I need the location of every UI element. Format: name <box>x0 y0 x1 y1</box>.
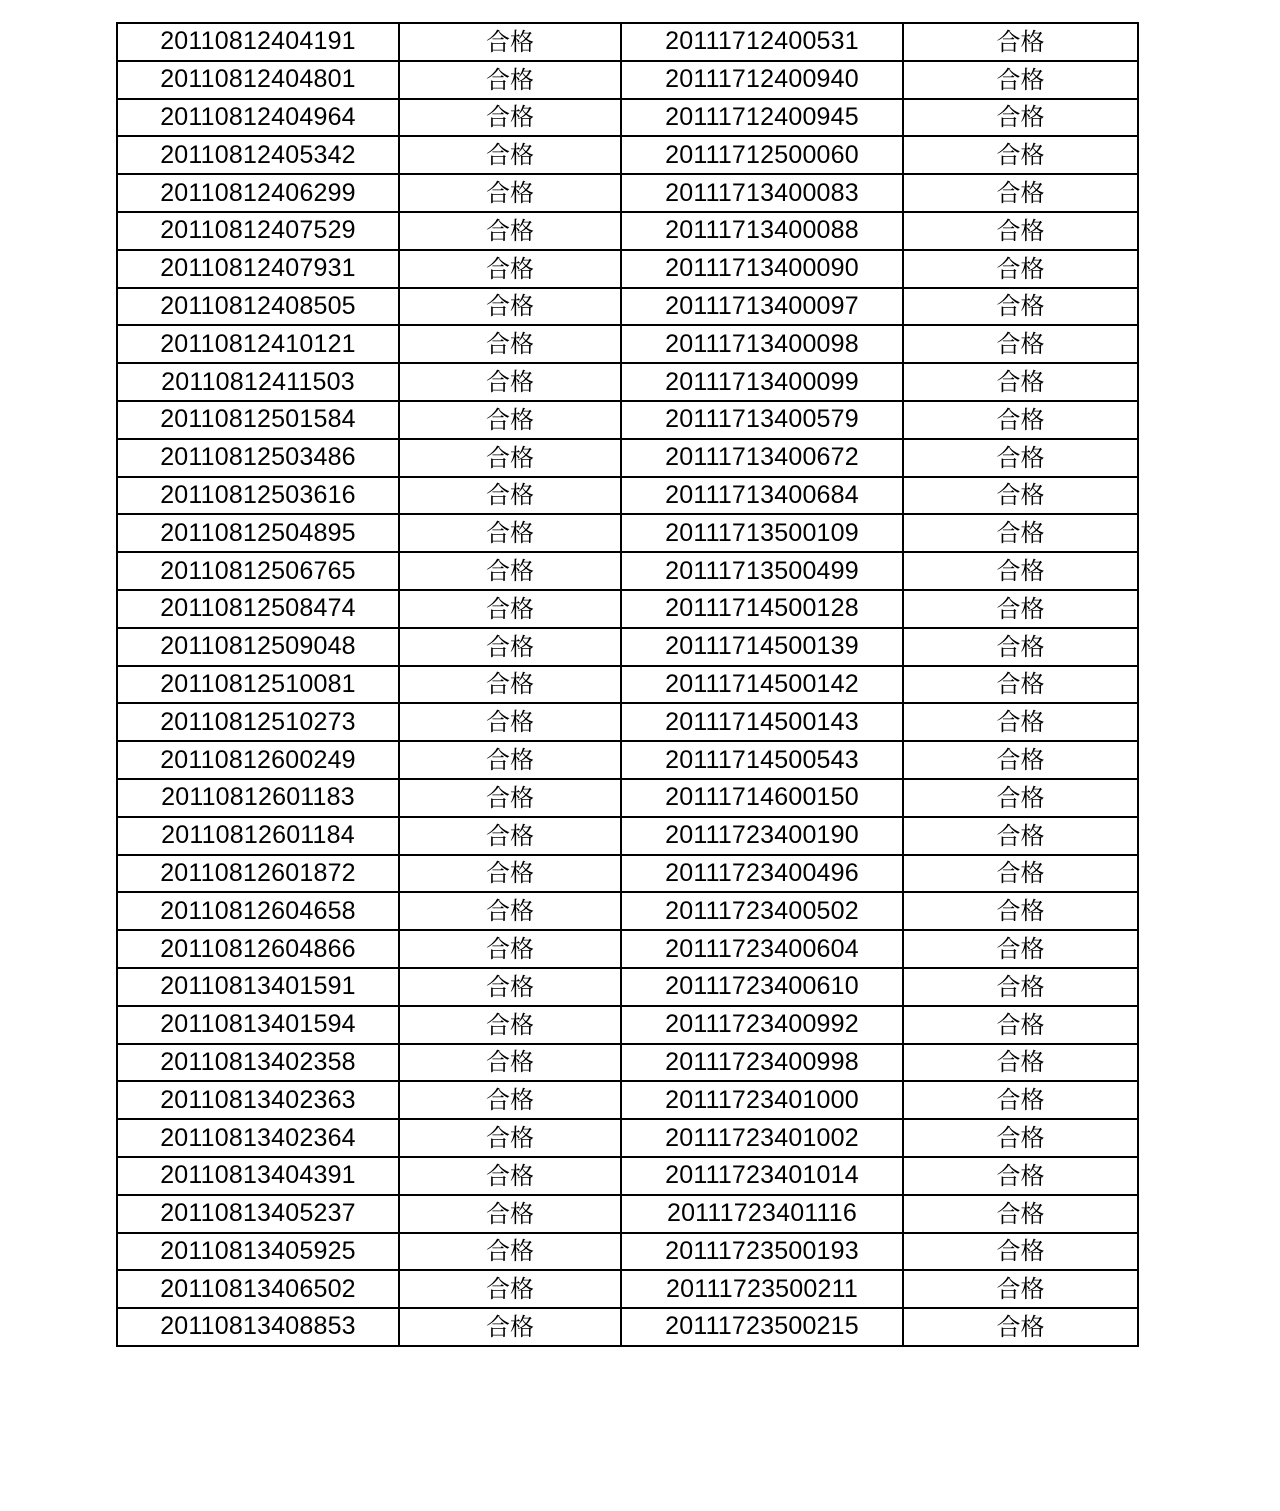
table-row <box>117 855 1138 893</box>
left-status-cell: 合格 <box>399 1233 621 1271</box>
right-status-cell: 合格 <box>903 174 1138 212</box>
table-row <box>117 666 1138 704</box>
table-row <box>117 477 1138 515</box>
table-row <box>117 892 1138 930</box>
table-row <box>117 250 1138 288</box>
left-status-cell: 合格 <box>399 514 621 552</box>
right-id-cell: 20111713400097 <box>621 288 903 326</box>
right-status-cell: 合格 <box>903 855 1138 893</box>
left-status-cell: 合格 <box>399 855 621 893</box>
left-status-cell: 合格 <box>399 363 621 401</box>
left-status-cell: 合格 <box>399 628 621 666</box>
right-status-cell: 合格 <box>903 1081 1138 1119</box>
left-id-cell: 20110812506765 <box>117 552 399 590</box>
left-status-cell: 合格 <box>399 401 621 439</box>
left-id-cell: 20110812404964 <box>117 99 399 137</box>
table-row <box>117 968 1138 1006</box>
table-row <box>117 439 1138 477</box>
left-id-cell: 20110812411503 <box>117 363 399 401</box>
right-id-cell: 20111723401002 <box>621 1119 903 1157</box>
left-status-cell: 合格 <box>399 741 621 779</box>
right-id-cell: 20111713400088 <box>621 212 903 250</box>
right-id-cell: 20111713400579 <box>621 401 903 439</box>
right-id-cell: 20111714500128 <box>621 590 903 628</box>
left-status-cell: 合格 <box>399 250 621 288</box>
left-id-cell: 20110812404801 <box>117 61 399 99</box>
table-row <box>117 99 1138 137</box>
right-id-cell: 20111714600150 <box>621 779 903 817</box>
left-id-cell: 20110813408853 <box>117 1308 399 1346</box>
left-id-cell: 20110812410121 <box>117 325 399 363</box>
left-id-cell: 20110813405925 <box>117 1233 399 1271</box>
right-id-cell: 20111713500499 <box>621 552 903 590</box>
left-id-cell: 20110812501584 <box>117 401 399 439</box>
right-status-cell: 合格 <box>903 930 1138 968</box>
right-id-cell: 20111723401116 <box>621 1195 903 1233</box>
table-row <box>117 23 1138 61</box>
right-id-cell: 20111723500193 <box>621 1233 903 1271</box>
left-status-cell: 合格 <box>399 1119 621 1157</box>
right-id-cell: 20111713400672 <box>621 439 903 477</box>
left-status-cell: 合格 <box>399 1081 621 1119</box>
right-id-cell: 20111723401014 <box>621 1157 903 1195</box>
left-id-cell: 20110812407529 <box>117 212 399 250</box>
right-status-cell: 合格 <box>903 666 1138 704</box>
right-id-cell: 20111723400190 <box>621 817 903 855</box>
table-row <box>117 1006 1138 1044</box>
right-id-cell: 20111713400083 <box>621 174 903 212</box>
left-status-cell: 合格 <box>399 779 621 817</box>
left-status-cell: 合格 <box>399 325 621 363</box>
left-id-cell: 20110812510081 <box>117 666 399 704</box>
left-id-cell: 20110813402363 <box>117 1081 399 1119</box>
right-status-cell: 合格 <box>903 250 1138 288</box>
table-row <box>117 741 1138 779</box>
table-row <box>117 136 1138 174</box>
left-status-cell: 合格 <box>399 1195 621 1233</box>
right-id-cell: 20111723400992 <box>621 1006 903 1044</box>
left-status-cell: 合格 <box>399 23 621 61</box>
left-status-cell: 合格 <box>399 477 621 515</box>
left-id-cell: 20110812503616 <box>117 477 399 515</box>
left-status-cell: 合格 <box>399 590 621 628</box>
left-id-cell: 20110812504895 <box>117 514 399 552</box>
right-id-cell: 20111712400945 <box>621 99 903 137</box>
results-table-body <box>117 23 1138 1346</box>
right-status-cell: 合格 <box>903 1044 1138 1082</box>
right-id-cell: 20111723400496 <box>621 855 903 893</box>
right-status-cell: 合格 <box>903 212 1138 250</box>
right-status-cell: 合格 <box>903 1233 1138 1271</box>
right-status-cell: 合格 <box>903 1119 1138 1157</box>
left-id-cell: 20110812600249 <box>117 741 399 779</box>
right-status-cell: 合格 <box>903 363 1138 401</box>
left-id-cell: 20110813401591 <box>117 968 399 1006</box>
table-row <box>117 61 1138 99</box>
right-id-cell: 20111713500109 <box>621 514 903 552</box>
left-id-cell: 20110813402364 <box>117 1119 399 1157</box>
right-id-cell: 20111713400684 <box>621 477 903 515</box>
left-status-cell: 合格 <box>399 817 621 855</box>
table-row <box>117 1233 1138 1271</box>
table-row <box>117 552 1138 590</box>
left-status-cell: 合格 <box>399 666 621 704</box>
table-row <box>117 1119 1138 1157</box>
right-id-cell: 20111723401000 <box>621 1081 903 1119</box>
right-id-cell: 20111714500143 <box>621 703 903 741</box>
right-id-cell: 20111723500215 <box>621 1308 903 1346</box>
left-status-cell: 合格 <box>399 99 621 137</box>
right-status-cell: 合格 <box>903 401 1138 439</box>
left-status-cell: 合格 <box>399 930 621 968</box>
right-status-cell: 合格 <box>903 61 1138 99</box>
right-id-cell: 20111714500543 <box>621 741 903 779</box>
right-id-cell: 20111713400098 <box>621 325 903 363</box>
left-id-cell: 20110812405342 <box>117 136 399 174</box>
right-status-cell: 合格 <box>903 552 1138 590</box>
right-status-cell: 合格 <box>903 136 1138 174</box>
right-id-cell: 20111712400940 <box>621 61 903 99</box>
left-id-cell: 20110812601184 <box>117 817 399 855</box>
results-table <box>116 22 1139 1347</box>
table-row <box>117 1081 1138 1119</box>
table-row <box>117 401 1138 439</box>
right-id-cell: 20111723400502 <box>621 892 903 930</box>
right-id-cell: 20111714500142 <box>621 666 903 704</box>
right-status-cell: 合格 <box>903 703 1138 741</box>
left-status-cell: 合格 <box>399 1308 621 1346</box>
left-status-cell: 合格 <box>399 1006 621 1044</box>
table-row <box>117 174 1138 212</box>
right-status-cell: 合格 <box>903 514 1138 552</box>
right-status-cell: 合格 <box>903 817 1138 855</box>
left-id-cell: 20110812604866 <box>117 930 399 968</box>
left-id-cell: 20110813404391 <box>117 1157 399 1195</box>
left-status-cell: 合格 <box>399 439 621 477</box>
right-status-cell: 合格 <box>903 23 1138 61</box>
right-id-cell: 20111723400604 <box>621 930 903 968</box>
right-id-cell: 20111712400531 <box>621 23 903 61</box>
right-status-cell: 合格 <box>903 590 1138 628</box>
right-status-cell: 合格 <box>903 477 1138 515</box>
right-status-cell: 合格 <box>903 1006 1138 1044</box>
left-id-cell: 20110812510273 <box>117 703 399 741</box>
right-status-cell: 合格 <box>903 439 1138 477</box>
left-status-cell: 合格 <box>399 136 621 174</box>
right-id-cell: 20111712500060 <box>621 136 903 174</box>
table-row <box>117 779 1138 817</box>
table-row <box>117 930 1138 968</box>
right-status-cell: 合格 <box>903 741 1138 779</box>
right-id-cell: 20111714500139 <box>621 628 903 666</box>
table-row <box>117 1195 1138 1233</box>
table-row <box>117 1308 1138 1346</box>
table-row <box>117 1157 1138 1195</box>
left-status-cell: 合格 <box>399 968 621 1006</box>
left-id-cell: 20110812508474 <box>117 590 399 628</box>
right-status-cell: 合格 <box>903 779 1138 817</box>
right-status-cell: 合格 <box>903 968 1138 1006</box>
left-id-cell: 20110812408505 <box>117 288 399 326</box>
left-id-cell: 20110812604658 <box>117 892 399 930</box>
left-id-cell: 20110812601872 <box>117 855 399 893</box>
left-status-cell: 合格 <box>399 892 621 930</box>
left-status-cell: 合格 <box>399 212 621 250</box>
left-status-cell: 合格 <box>399 1270 621 1308</box>
left-status-cell: 合格 <box>399 703 621 741</box>
left-id-cell: 20110812404191 <box>117 23 399 61</box>
right-status-cell: 合格 <box>903 99 1138 137</box>
left-id-cell: 20110813402358 <box>117 1044 399 1082</box>
left-status-cell: 合格 <box>399 1044 621 1082</box>
right-status-cell: 合格 <box>903 325 1138 363</box>
table-row <box>117 363 1138 401</box>
right-id-cell: 20111713400099 <box>621 363 903 401</box>
table-row <box>117 1270 1138 1308</box>
right-status-cell: 合格 <box>903 288 1138 326</box>
right-status-cell: 合格 <box>903 1157 1138 1195</box>
left-id-cell: 20110812406299 <box>117 174 399 212</box>
right-id-cell: 20111713400090 <box>621 250 903 288</box>
table-row <box>117 1044 1138 1082</box>
right-id-cell: 20111723400610 <box>621 968 903 1006</box>
table-row <box>117 590 1138 628</box>
left-status-cell: 合格 <box>399 552 621 590</box>
left-id-cell: 20110812503486 <box>117 439 399 477</box>
left-id-cell: 20110812601183 <box>117 779 399 817</box>
right-status-cell: 合格 <box>903 1270 1138 1308</box>
table-row <box>117 817 1138 855</box>
right-status-cell: 合格 <box>903 1308 1138 1346</box>
right-id-cell: 20111723400998 <box>621 1044 903 1082</box>
left-status-cell: 合格 <box>399 61 621 99</box>
table-row <box>117 703 1138 741</box>
left-id-cell: 20110813406502 <box>117 1270 399 1308</box>
table-row <box>117 212 1138 250</box>
table-row <box>117 288 1138 326</box>
left-id-cell: 20110813401594 <box>117 1006 399 1044</box>
left-status-cell: 合格 <box>399 174 621 212</box>
left-status-cell: 合格 <box>399 1157 621 1195</box>
table-row <box>117 325 1138 363</box>
right-status-cell: 合格 <box>903 892 1138 930</box>
table-row <box>117 628 1138 666</box>
left-id-cell: 20110813405237 <box>117 1195 399 1233</box>
right-id-cell: 20111723500211 <box>621 1270 903 1308</box>
left-id-cell: 20110812509048 <box>117 628 399 666</box>
right-status-cell: 合格 <box>903 628 1138 666</box>
left-id-cell: 20110812407931 <box>117 250 399 288</box>
left-status-cell: 合格 <box>399 288 621 326</box>
table-row <box>117 514 1138 552</box>
right-status-cell: 合格 <box>903 1195 1138 1233</box>
